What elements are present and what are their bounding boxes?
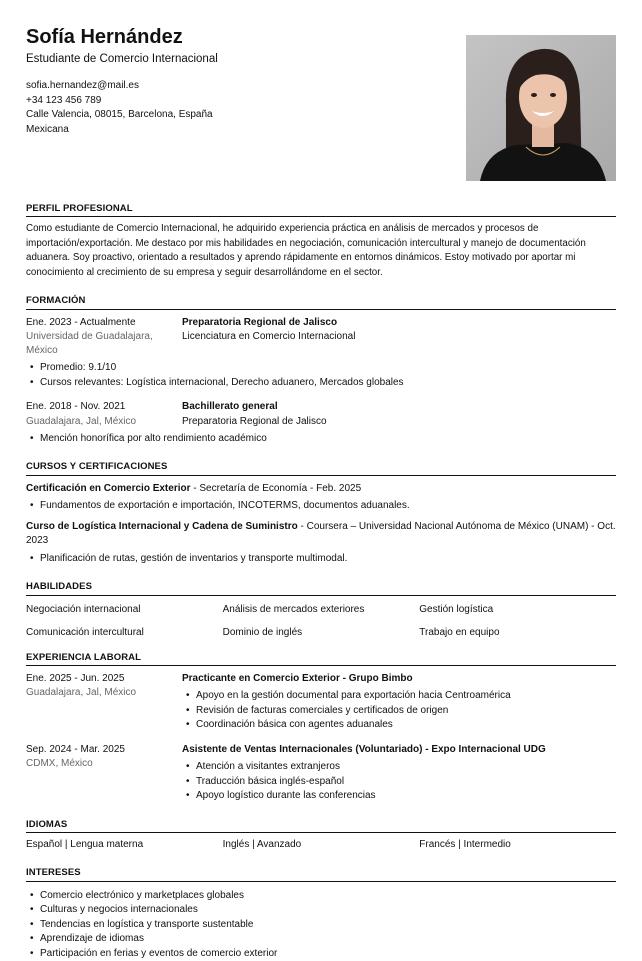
course-detail: - Secretaría de Economía - Feb. 2025 [190, 482, 362, 494]
contact-phone: +34 123 456 789 [26, 94, 102, 106]
course-entry [26, 482, 616, 514]
section-title-experience: EXPERIENCIA LABORAL [26, 651, 616, 666]
section-title-education: FORMACIÓN [26, 294, 616, 309]
skill-item: Gestión logística [419, 603, 494, 615]
list-item: • Coordinación básica con agentes aduanales [182, 718, 616, 733]
course-bullets [26, 552, 616, 567]
list-item: • Culturas y negocios internacionales [26, 903, 616, 918]
candidate-name: Sofía Hernández [26, 26, 183, 48]
experience-location: Guadalajara, Jal, México [26, 687, 137, 699]
section-title-courses: CURSOS Y CERTIFICACIONES [26, 460, 616, 475]
course-entry [26, 520, 616, 567]
language-item: Inglés | Avanzado [222, 839, 302, 851]
skill-item: Negociación internacional [26, 603, 141, 615]
experience-date: Sep. 2024 - Mar. 2025 [26, 743, 125, 755]
education-school: Preparatoria Regional de Jalisco [182, 316, 338, 328]
list-item: • Planificación de rutas, gestión de inventarios y transporte multimodal. [26, 552, 616, 567]
section-title-skills: HABILIDADES [26, 580, 616, 595]
experience-entry [26, 743, 616, 804]
language-item: Español | Lengua materna [26, 839, 144, 851]
profile-summary: Como estudiante de Comercio Internacional, he adquirido experiencia práctica en análisis de mercados y procesos de importación/exportación. Me destaco por mis habilidades en negociación, comunicación intercultural y manejo de documentación aduanera. Soy proactivo, orientado a resultados y aprendo rápidamente en entornos dinámicos. Estoy motivado por aportar mi conocimiento al crecimiento de su empresa y seguir desarrollándome en el sector. [26, 223, 586, 278]
education-date: Ene. 2023 - Actualmente [26, 316, 136, 328]
education-entry [26, 400, 616, 446]
list-item: • Tendencias en logística y transporte sustentable [26, 918, 616, 933]
skill-item: Análisis de mercados exteriores [222, 603, 365, 615]
resume-header [26, 26, 616, 176]
experience-entry [26, 672, 616, 733]
list-item: • Cursos relevantes: Logística internacional, Derecho aduanero, Mercados globales [26, 376, 616, 391]
list-item: • Participación en ferias y eventos de comercio exterior [26, 947, 616, 961]
contact-nationality: Mexicana [26, 123, 69, 135]
skill-item: Trabajo en equipo [419, 627, 500, 639]
education-location: Guadalajara, Jal, México [26, 415, 137, 427]
skill-item: Dominio de inglés [222, 627, 303, 639]
education-date: Ene. 2018 - Nov. 2021 [26, 401, 126, 413]
list-item: • Apoyo en la gestión documental para exportación hacia Centroamérica [182, 689, 616, 704]
education-bullets [26, 361, 616, 390]
list-item: • Apoyo logístico durante las conferencias [182, 789, 616, 804]
list-item: • Comercio electrónico y marketplaces globales [26, 889, 616, 904]
experience-role: Asistente de Ventas Internacionales (Voluntariado) - Expo Internacional UDG [182, 743, 546, 755]
interests-list [26, 889, 616, 961]
section-title-languages: IDIOMAS [26, 818, 616, 833]
experience-role: Practicante en Comercio Exterior - Grupo Bimbo [182, 673, 413, 685]
education-school: Bachillerato general [182, 401, 278, 413]
course-bullets [26, 499, 616, 514]
skills-grid [26, 600, 616, 647]
languages-row [26, 838, 616, 852]
education-degree: Licenciatura en Comercio Internacional [182, 331, 356, 343]
education-entry [26, 316, 616, 391]
list-item: • Traducción básica inglés-español [182, 775, 616, 790]
education-bullets [26, 432, 616, 447]
course-name: Curso de Logística Internacional y Cadena de Suministro [26, 520, 298, 532]
list-item: • Fundamentos de exportación e importación, INCOTERMS, documentos aduanales. [26, 499, 616, 514]
list-item: • Atención a visitantes extranjeros [182, 760, 616, 775]
list-item: • Mención honorífica por alto rendimiento académico [26, 432, 616, 447]
language-item: Francés | Intermedio [419, 839, 511, 851]
list-item: • Aprendizaje de idiomas [26, 932, 616, 947]
profile-photo [466, 35, 616, 181]
list-item: • Revisión de facturas comerciales y certificados de origen [182, 704, 616, 719]
experience-bullets [182, 760, 616, 804]
list-item: • Promedio: 9.1/10 [26, 361, 616, 376]
course-detail: - Coursera – Universidad Nacional Autónoma de México (UNAM) - Oct. 2023 [26, 520, 616, 547]
skill-item: Comunicación intercultural [26, 627, 144, 639]
course-name: Certificación en Comercio Exterior [26, 482, 191, 494]
contact-address: Calle Valencia, 08015, Barcelona, España [26, 109, 213, 121]
section-title-interests: INTERESES [26, 866, 616, 881]
education-location: Universidad de Guadalajara, México [26, 331, 153, 357]
section-title-profile: PERFIL PROFESIONAL [26, 202, 616, 217]
contact-email: sofia.hernandez@mail.es [26, 80, 139, 92]
education-degree: Preparatoria Regional de Jalisco [182, 415, 327, 427]
experience-bullets [182, 689, 616, 733]
experience-location: CDMX, México [26, 758, 93, 770]
candidate-headline: Estudiante de Comercio Internacional [26, 53, 218, 65]
experience-date: Ene. 2025 - Jun. 2025 [26, 673, 125, 685]
